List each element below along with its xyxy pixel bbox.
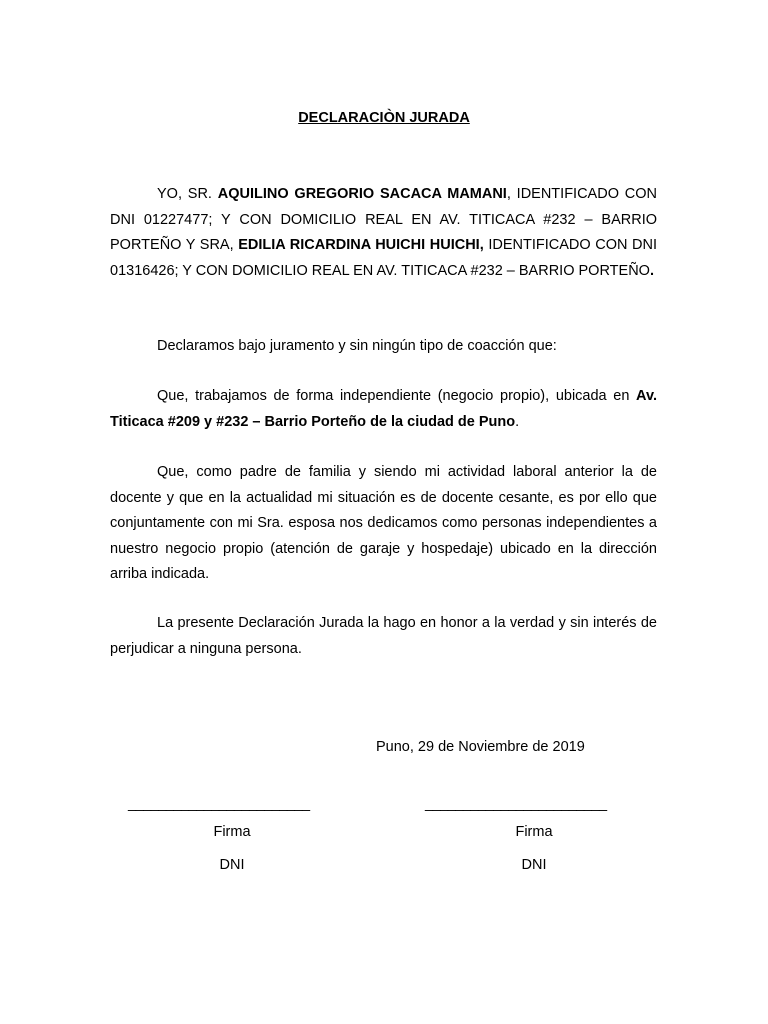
paragraph-activity: Que, como padre de familia y siendo mi actividad laboral anterior la de docente y que en la actualidad mi situación es de docente cesante, es por ello que conjuntamente con mi Sra. esposa nos dedicamos como personas independientes a nuestro negocio propio (atención de garaje y hospedaje) ubicado en la dirección arriba indicada. — [110, 464, 657, 582]
paragraph-oath: Declaramos bajo juramento y sin ningún tipo de coacción que: — [157, 338, 557, 354]
signature-left-firma-label: Firma — [213, 824, 251, 840]
signature-line-left: ________________________ — [128, 796, 310, 812]
declarant-2-name: EDILIA RICARDINA HUICHI HUICHI, — [238, 237, 484, 253]
signature-left-dni-label: DNI — [219, 857, 245, 873]
paragraph-business — [110, 384, 657, 435]
p3-text-2: . — [515, 413, 520, 430]
p3-text-1: Que, trabajamos de forma independiente (negocio propio), ubicada en — [157, 388, 637, 404]
signature-right-dni-label: DNI — [521, 857, 547, 873]
document-title: DECLARACIÒN JURADA — [298, 110, 470, 126]
document-date: Puno, 29 de Noviembre de 2019 — [376, 739, 585, 755]
p1-text-1: YO, SR. — [157, 186, 218, 202]
p1-text-3: IDENTIFICADO CON DNI 01316426; Y CON DOMICILIO REAL EN AV. TITICACA #232 – BARRIO PORTEÑO — [110, 237, 658, 279]
signature-line-right: ________________________ — [425, 796, 607, 812]
p1-text-4: . — [649, 262, 654, 279]
business-address: Av. Titicaca #209 y #232 – Barrio Porteño de la ciudad de Puno — [110, 388, 657, 430]
paragraph-declarants — [110, 182, 657, 284]
signature-right-firma-label: Firma — [515, 824, 553, 840]
declarant-1-name: AQUILINO GREGORIO SACACA MAMANI — [217, 186, 507, 202]
paragraph-honor: La presente Declaración Jurada la hago en honor a la verdad y sin interés de perjudicar a ninguna persona. — [110, 615, 657, 657]
p1-text-2: , IDENTIFICADO CON DNI 01227477; Y CON DOMICILIO REAL EN AV. TITICACA #232 – BARRIO PORTEÑO Y SRA, — [110, 186, 657, 253]
